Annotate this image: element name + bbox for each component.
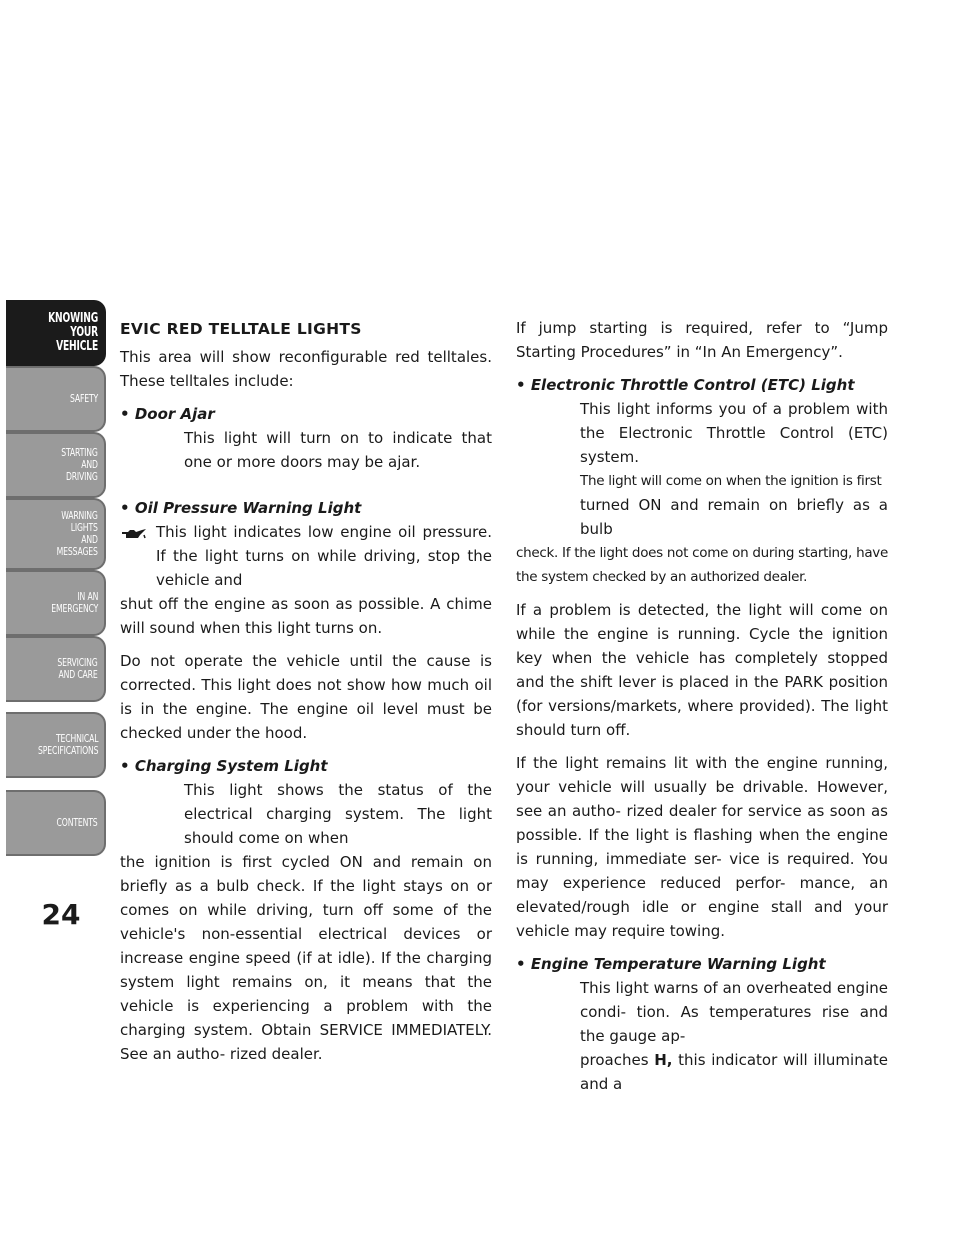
tab-label: CONTENTS: [57, 816, 98, 829]
tab-warning-lights-and-messages[interactable]: [6, 498, 106, 570]
intro-paragraph: This area will show reconfigurable red telltales. These telltales include:: [120, 348, 492, 390]
oil-pressure-text-b: shut off the engine as soon as possible. A chime will sound when this light turns on.: [120, 595, 492, 637]
charging-system-text-a: This light shows the status of the electrical charging system. The light should come on when: [184, 781, 492, 847]
engine-temp-text-b2: this indicator will illuminate and a: [580, 1051, 888, 1093]
tab-knowing-your-vehicle[interactable]: [6, 300, 106, 366]
tab-contents[interactable]: [6, 790, 106, 856]
charging-system-title: • Charging System Light: [120, 754, 492, 778]
engine-temp-text-a: This light warns of an overheated engine condi- tion. As temperatures rise and the gauge ap-: [580, 979, 888, 1045]
etc-paragraph-2: If a problem is detected, the light will come on while the engine is running. Cycle the ignition key when the vehicle has completely stopped and the shift lever is placed in the PARK position (for versions/markets, where provided). The light should turn off.: [516, 601, 888, 739]
engine-temp-title: • Engine Temperature Warning Light: [516, 952, 888, 976]
tab-safety[interactable]: [6, 366, 106, 432]
tab-label: WARNING LIGHTS AND MESSAGES: [56, 509, 98, 558]
jump-start-paragraph: If jump starting is required, refer to “Jump Starting Procedures” in “In An Emergency”.: [516, 319, 888, 361]
tab-starting-and-driving[interactable]: [6, 432, 106, 498]
tab-label: SERVICING AND CARE: [57, 656, 98, 681]
left-column: [120, 312, 492, 1075]
door-ajar-title: • Door Ajar: [120, 402, 492, 426]
etc-text-c: check. If the light does not come on during starting, have the system checked by an authorized dealer.: [516, 545, 888, 585]
etc-title: • Electronic Throttle Control (ETC) Light: [516, 373, 888, 397]
engine-temp-h-mark: H,: [654, 1051, 673, 1069]
page-number: 24: [41, 898, 81, 931]
etc-text-a: This light informs you of a problem with the Electronic Throttle Control (ETC) system.: [580, 400, 888, 466]
oil-pressure-title: • Oil Pressure Warning Light: [120, 496, 492, 520]
tab-label: KNOWING YOUR VEHICLE: [48, 311, 98, 354]
oil-pressure-text-a: This light indicates low engine oil pressure. If the light turns on while driving, stop the vehicle and: [156, 523, 492, 589]
tab-label: SAFETY: [69, 392, 98, 405]
etc-text-small: The light will come on when the ignition is first: [580, 473, 882, 489]
tab-label: STARTING AND DRIVING: [61, 446, 98, 483]
door-ajar-text: This light will turn on to indicate that one or more doors may be ajar.: [184, 429, 492, 471]
engine-temp-text-b: [580, 1048, 888, 1096]
tab-technical-specifications[interactable]: [6, 712, 106, 778]
right-column: [516, 312, 888, 1096]
engine-temp-text-b1: proaches: [580, 1051, 655, 1069]
oil-can-icon: [120, 524, 148, 538]
charging-system-text-b: the ignition is first cycled ON and remain on briefly as a bulb check. If the light stays on or comes on while driving, turn off some of the vehicle's non-essential electrical devices or increase engine speed (if at idle). If the charging system light remains on, it means that the vehicle is experiencing a problem with the charging system. Obtain SERVICE IMMEDIATELY. See an autho- rized dealer.: [120, 853, 492, 1063]
tab-label: TECHNICAL SPECIFICATIONS: [37, 732, 98, 757]
tab-servicing-and-care[interactable]: [6, 636, 106, 702]
tab-label: IN AN EMERGENCY: [51, 590, 98, 615]
oil-pressure-paragraph: Do not operate the vehicle until the cause is corrected. This light does not show how much oil is in the engine. The engine oil level must be checked under the hood.: [120, 652, 492, 742]
section-heading: EVIC RED TELLTALE LIGHTS: [120, 320, 362, 338]
oil-pressure-row: [120, 520, 492, 592]
etc-paragraph-3: If the light remains lit with the engine running, your vehicle will usually be drivable. However, see an autho- rized dealer for service as soon as possible. If the light is flashing when the engine is running, immediate ser- vice is required. You may experience reduced perfor- mance, an elevated/rough idle or engine stall and your vehicle may require towing.: [516, 754, 888, 940]
etc-text-b: turned ON and remain on briefly as a bulb: [580, 496, 888, 538]
tab-in-an-emergency[interactable]: [6, 570, 106, 636]
